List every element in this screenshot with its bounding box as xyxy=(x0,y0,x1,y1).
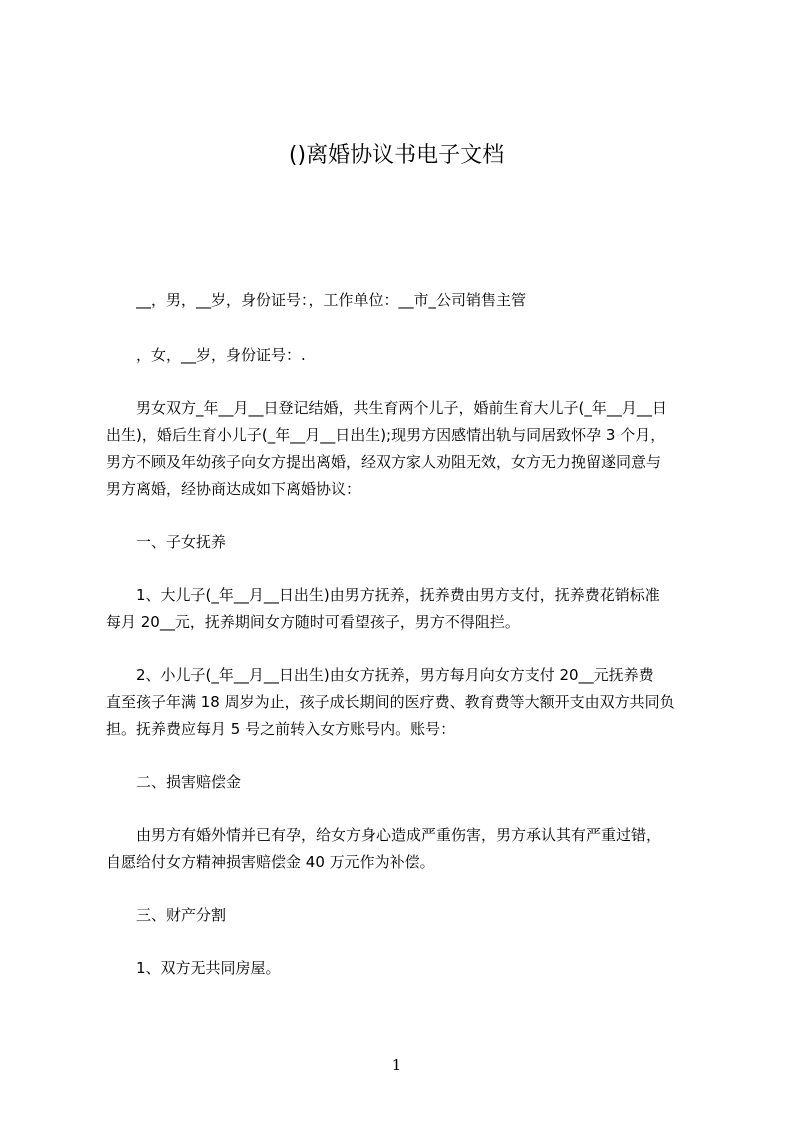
page-number: 1 xyxy=(391,1056,402,1074)
paragraph-line: ，女，__岁，身份证号：. xyxy=(136,346,306,364)
paragraph-line: 三、财产分割 xyxy=(136,906,227,924)
paragraph-line: 由男方有婚外情并已有孕，给女方身心造成严重伤害，男方承认其有严重过错， xyxy=(136,826,662,844)
paragraph-line: 男女双方_年__月__日登记结婚，共生育两个儿子，婚前生育大儿子(_年__月__日 xyxy=(136,399,667,417)
paragraph-line: 1、大儿子(_年__月__日出生)由男方抚养，抚养费由男方支付，抚养费花销标准 xyxy=(136,586,660,604)
paragraph-line: 男方离婚，经协商达成如下离婚协议： xyxy=(106,480,362,498)
document-title: ()离婚协议书电子文档 xyxy=(288,143,505,168)
paragraph-line: 担。抚养费应每月 5 号之前转入女方账号内。账号： xyxy=(106,720,456,738)
paragraph-line: 自愿给付女方精神损害赔偿金 40 万元作为补偿。 xyxy=(106,853,435,871)
paragraph-line: 直至孩子年满 18 周岁为止，孩子成长期间的医疗费、教育费等大额开支由双方共同负 xyxy=(106,693,675,711)
paragraph-line: 男方不顾及年幼孩子向女方提出离婚，经双方家人劝阻无效，女方无力挽留遂同意与 xyxy=(106,453,662,471)
paragraph-line: 一、子女抚养 xyxy=(136,533,227,551)
paragraph-line: 二、损害赔偿金 xyxy=(136,773,242,791)
paragraph-line: 出生)，婚后生育小儿子(_年__月__日出生);现男方因感情出轨与同居致怀孕 3 个月， xyxy=(106,426,666,444)
paragraph-line: 每月 20__元，抚养期间女方随时可看望孩子，男方不得阻拦。 xyxy=(106,613,520,631)
paragraph-line: 1、双方无共同房屋。 xyxy=(136,959,281,977)
paragraph-line: 2、小儿子(_年__月__日出生)由女方抚养，男方每月向女方支付 20__元抚养费 xyxy=(136,666,654,684)
paragraph-line: __，男，__岁，身份证号：，工作单位：__市_公司销售主管 xyxy=(136,291,527,309)
